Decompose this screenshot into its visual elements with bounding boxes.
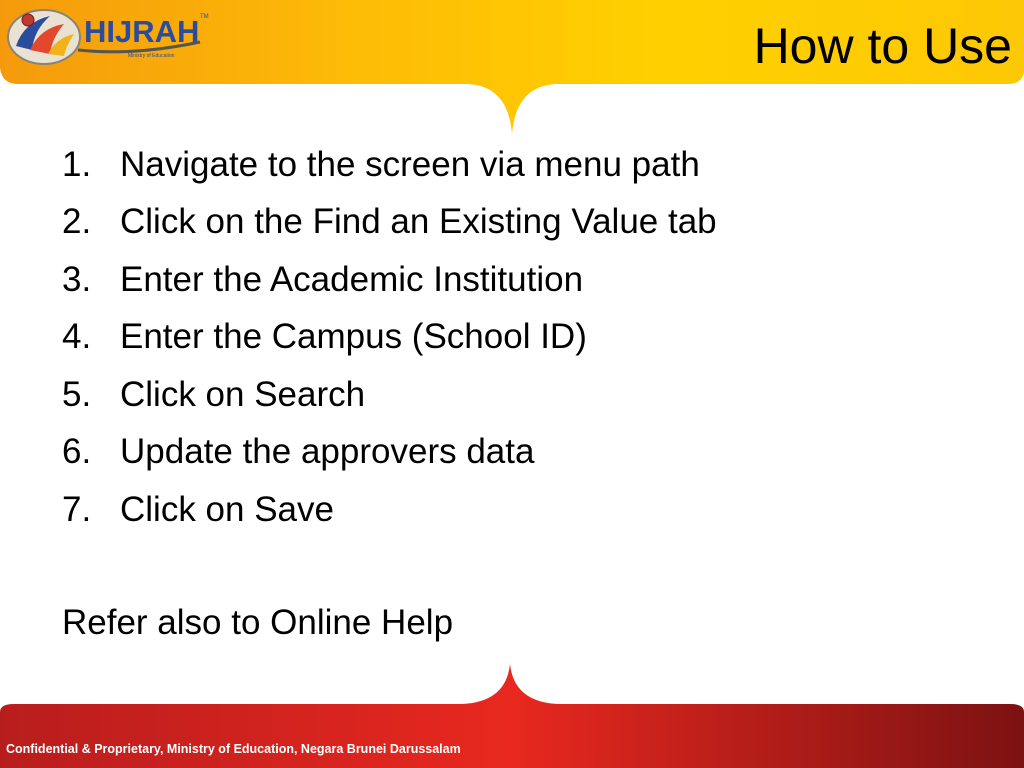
step-number: 2.: [62, 202, 92, 242]
steps-list: [62, 136, 717, 539]
step-text: Click on Search: [120, 374, 366, 414]
step-number: 4.: [62, 317, 92, 357]
footer-confidentiality-text: Confidential & Proprietary, Ministry of Education, Negara Brunei Darussalam: [6, 742, 461, 756]
step-item: [62, 136, 717, 194]
step-text: Enter the Campus (School ID): [120, 317, 587, 357]
step-item: [62, 309, 717, 367]
step-item: [62, 366, 717, 424]
step-text: Update the approvers data: [120, 432, 535, 472]
step-number: 3.: [62, 259, 92, 299]
logo-trademark: TM: [200, 14, 209, 20]
step-text: Enter the Academic Institution: [120, 259, 584, 299]
step-item: [62, 194, 717, 252]
step-number: 6.: [62, 432, 92, 472]
logo-emblem-icon: [8, 10, 80, 64]
online-help-note: Refer also to Online Help: [62, 603, 454, 642]
step-item: [62, 251, 717, 309]
step-text: Click on Save: [120, 489, 334, 529]
slide-title: How to Use: [753, 18, 1012, 74]
step-number: 5.: [62, 374, 92, 414]
logo-subtitle: Ministry of Education: [128, 53, 175, 59]
step-item: [62, 424, 717, 482]
step-number: 7.: [62, 489, 92, 529]
step-text: Click on the Find an Existing Value tab: [120, 202, 717, 242]
logo-wordmark: HIJRAH: [84, 14, 200, 49]
step-text: Navigate to the screen via menu path: [120, 144, 700, 184]
hijrah-logo: [4, 2, 210, 74]
step-number: 1.: [62, 144, 92, 184]
step-item: [62, 481, 717, 539]
